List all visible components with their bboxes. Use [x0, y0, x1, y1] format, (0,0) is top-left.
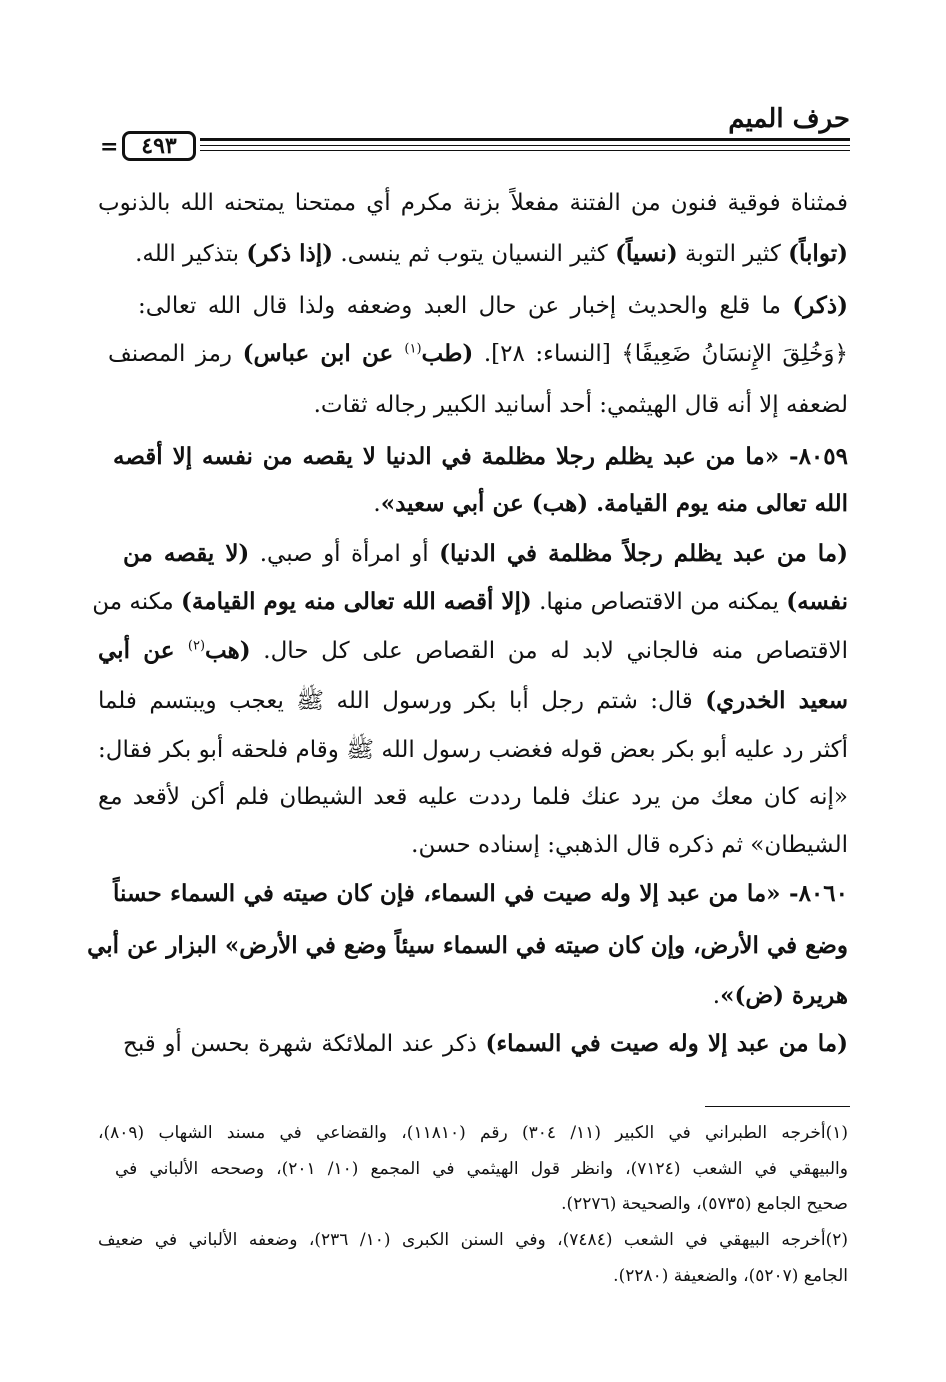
text-run: لضعفه إلا أنه قال الهيثمي: أحد أسانيد الكبير رجاله ثقات.	[313, 392, 848, 418]
text-run: مكنه من	[92, 589, 182, 615]
text-run: كثير التوبة	[677, 241, 789, 267]
text-run: ٨٠٥٩- «ما من عبد يظلم رجلا مظلمة في الدنيا لا يقصه من نفسه إلا أقصه	[113, 443, 848, 470]
text-run: (نسياً)	[615, 240, 678, 267]
text-line-4	[108, 340, 848, 367]
text-run: (ذكر)	[792, 292, 848, 319]
text-line-1	[98, 190, 848, 216]
text-run: (ما من عبد يظلم رجلاً مظلمة في الدنيا)	[439, 540, 849, 567]
hadith-8059-line-2	[98, 490, 848, 517]
text-run: كثير النسيان يتوب ثم ينسى.	[333, 241, 616, 267]
text-line-2	[135, 240, 848, 267]
text-run: (إلا أقصه الله تعالى منه يوم القيامة)	[181, 588, 532, 615]
footnote-2-line-2: الجامع (٥٢٠٧)، والضعيفة (٢٢٨٠).	[613, 1266, 848, 1286]
text-line-10	[98, 637, 848, 664]
hadith-8059-line-1	[113, 443, 848, 470]
text-run: .	[712, 983, 721, 1009]
text-run: (١)	[404, 341, 422, 357]
text-run: ٨٠٦٠- «ما من عبد إلا وله صيت في السماء، فإن كان صيته في السماء حسناً	[113, 880, 848, 907]
text-run: نفسه)	[786, 588, 848, 615]
footnote-1-line-1: (١)أخرجه الطبراني في الكبير (١١/ ٣٠٤) رقم (١١٨١٠)، والقضاعي في مسند الشهاب (٨٠٩)،	[98, 1123, 848, 1143]
text-run: عن ابن عباس)	[242, 340, 405, 367]
text-run: (إذا ذكر)	[246, 240, 334, 267]
footnote-2-line-1: (٢)أخرجه البيهقي في الشعب (٧٤٨٤)، وفي السنن الكبرى (١٠/ ٢٣٦)، وضعفه الألباني في ضعيف	[98, 1230, 849, 1250]
text-run: وضع في الأرض، وإن كان صيته في السماء سيئاً وضع في الأرض» البزار عن أبي	[87, 932, 848, 959]
text-run: سعيد الخدري)	[705, 687, 848, 714]
text-run: (هب	[205, 637, 251, 664]
text-run: ما قلع والحديث إخبار عن حال العبد وضعفه ولذا قال الله تعالى:	[138, 293, 793, 319]
text-run: بتذكير الله.	[135, 241, 247, 267]
text-line-18	[123, 1030, 848, 1057]
text-line-12	[98, 735, 848, 769]
text-run: الاقتصاص منه فالجاني لابد له من القصاص على كل حال.	[250, 638, 849, 664]
text-run: ﴿وَخُلِقَ الإِنسَانُ ضَعِيفًا﴾ [النساء: ٢٨].	[473, 341, 848, 367]
hadith-8060-line-2	[87, 932, 848, 959]
text-run: الله تعالى منه يوم القيامة. (هب) عن أبي سعيد»	[380, 490, 848, 517]
page-number: ٤٩٣	[122, 131, 196, 161]
text-run: (ما من عبد إلا وله صيت في السماء)	[485, 1030, 848, 1057]
footnote-1-line-3: صحيح الجامع (٥٧٣٥)، والصحيحة (٢٢٧٦).	[561, 1194, 848, 1214]
text-run: (تواباً)	[788, 240, 848, 267]
text-run: الشيطان» ثم ذكره قال الذهبي: إسناده حسن.	[411, 832, 848, 858]
text-run: هريرة (ض)»	[720, 982, 848, 1009]
text-run: «إنه كان معك من يرد عنك فلما رددت عليه قعد الشيطان فلم أكن لأقعد مع	[98, 784, 848, 810]
text-run: فمثناة فوقية فنون من الفتنة مفعلاً بزنة مكرم أي ممتحنا يمتحنه الله بالذنوب	[98, 190, 848, 216]
page-number-ornament: =	[100, 134, 119, 160]
text-run: .	[373, 491, 381, 517]
text-run: (طب	[421, 340, 474, 367]
text-line-9	[92, 588, 848, 615]
hadith-8060-line-1	[113, 880, 848, 907]
text-run: (لا يقصه من	[123, 540, 250, 567]
text-run: (٢)	[187, 638, 206, 654]
text-run: أو امرأة أو صبي.	[249, 541, 440, 567]
text-run: عن أبي	[98, 637, 188, 664]
text-line-8	[123, 540, 848, 567]
text-line-11	[98, 686, 848, 720]
text-run: أكثر رد عليه أبو بكر بعض قوله فغضب رسول الله ﷺ وقام فلحقه أبو بكر فقال:	[98, 737, 848, 763]
hadith-8060-line-3	[98, 982, 848, 1009]
text-line-3	[138, 292, 848, 319]
text-run: ذكر عند الملائكة شهرة بحسن أو قبح	[123, 1031, 486, 1057]
chapter-header: حرف الميم	[728, 104, 850, 134]
header-rule-thick	[200, 138, 850, 141]
text-line-5	[98, 392, 848, 418]
header-rule-thin-2	[200, 150, 850, 151]
text-run: قال: شتم رجل أبا بكر ورسول الله ﷺ يعجب ويبتسم فلما	[98, 688, 706, 714]
footnote-separator	[705, 1106, 850, 1107]
text-line-13	[98, 784, 848, 810]
text-run: يمكنه من الاقتصاص منها.	[531, 589, 787, 615]
text-run: رمز المصنف	[108, 341, 243, 367]
text-line-14	[98, 832, 848, 858]
header-rule-thin	[200, 145, 850, 146]
footnote-1-line-2: والبيهقي في الشعب (٧١٢٤)، وانظر قول الهيثمي في المجمع (١٠/ ٢٠١)، وصححه الألباني في	[115, 1159, 848, 1179]
